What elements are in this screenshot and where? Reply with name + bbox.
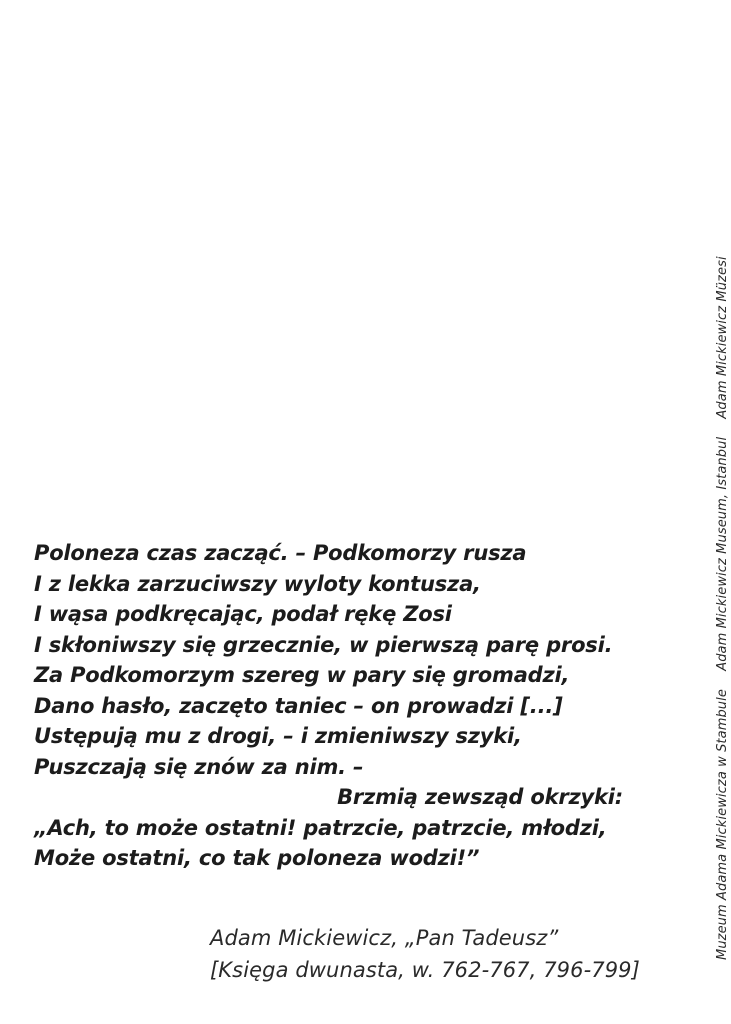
museum-name-polish: Muzeum Adama Mickiewicza w Stambule bbox=[715, 689, 730, 960]
poem-line: I z lekka zarzuciwszy wyloty kontusza, bbox=[34, 571, 481, 596]
museum-name-turkish: Adam Mickiewicz Müzesi bbox=[715, 256, 730, 419]
author-and-work: Adam Mickiewicz, „Pan Tadeusz” bbox=[210, 926, 559, 950]
museum-name-english: Adam Mickiewicz Museum, Istanbul bbox=[715, 436, 730, 671]
poem-line: „Ach, to może ostatni! patrzcie, patrzcie, młodzi, bbox=[34, 815, 607, 840]
poem-line: Ustępują mu z drogi, – i zmieniwszy szyki, bbox=[34, 724, 522, 748]
poem-line: Może ostatni, co tak poloneza wodzi!” bbox=[34, 846, 480, 870]
poem-line: Poloneza czas zacząć. – Podkomorzy rusza bbox=[34, 541, 527, 565]
museum-name-vertical bbox=[715, 100, 731, 960]
poem-line: I wąsa podkręcając, podał rękę Zosi bbox=[34, 602, 452, 626]
verse-reference: [Księga dwunasta, w. 762-767, 796-799] bbox=[210, 958, 640, 982]
poem-line: Puszczają się znów za nim. – bbox=[34, 754, 364, 779]
poem-line: Brzmią zewsząd okrzyki: bbox=[337, 785, 623, 809]
poem-attribution bbox=[210, 922, 670, 986]
poem-line: I skłoniwszy się grzecznie, w pierwszą parę prosi. bbox=[34, 632, 613, 657]
poem-line: Za Podkomorzym szereg w pary się gromadzi, bbox=[34, 663, 570, 687]
poem-line: Dano hasło, zaczęto taniec – on prowadzi [...] bbox=[34, 693, 563, 718]
poem-excerpt bbox=[34, 538, 634, 874]
